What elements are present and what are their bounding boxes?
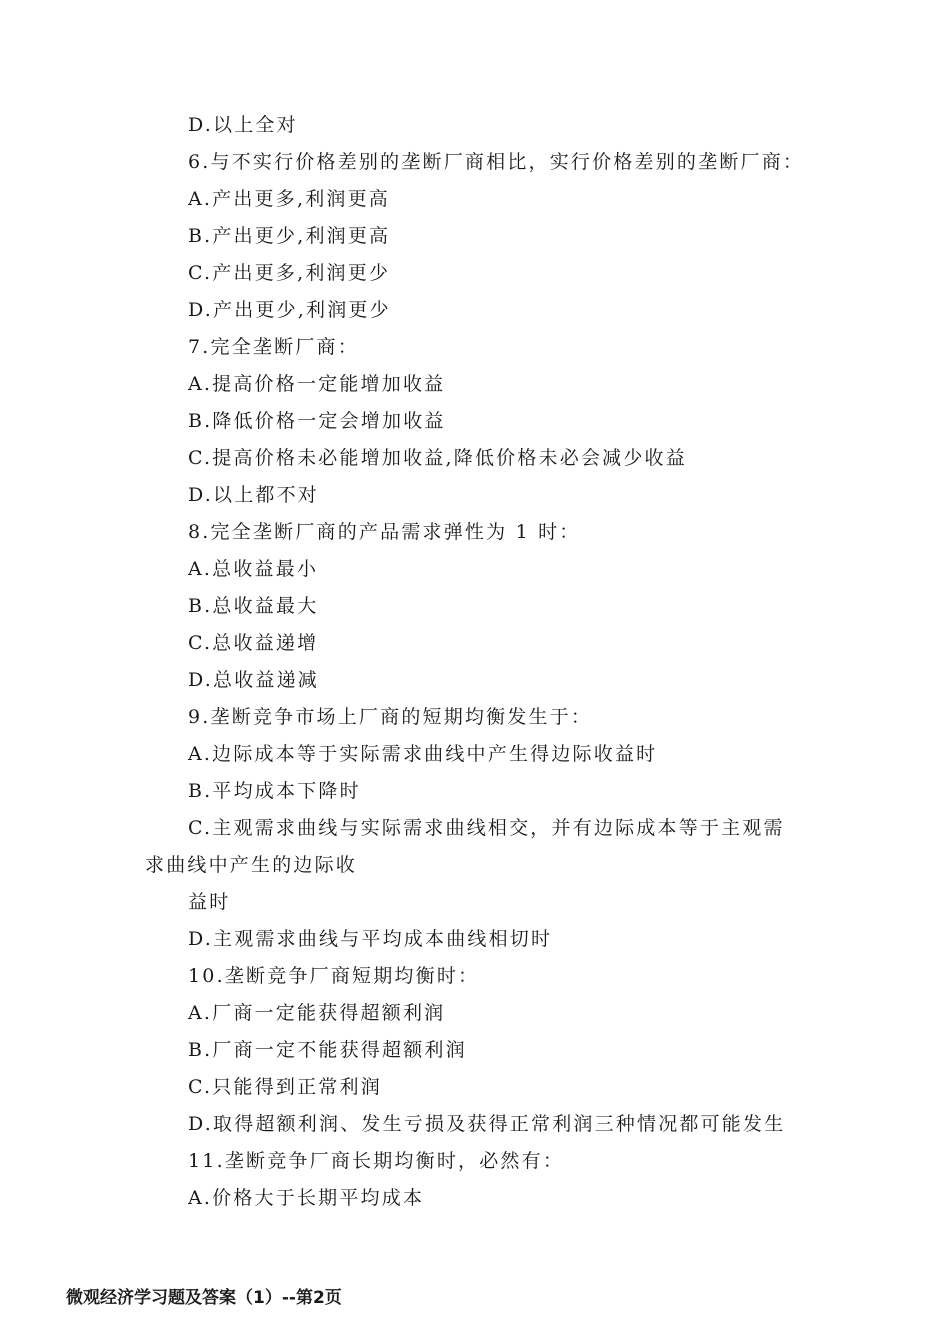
text-line: A.价格大于长期平均成本 — [188, 1187, 425, 1209]
text-line: D.产出更少,利润更少 — [188, 299, 391, 321]
text-line: D.取得超额利润、发生亏损及获得正常利润三种情况都可能发生 — [188, 1113, 786, 1135]
text-line: C.只能得到正常利润 — [188, 1076, 382, 1098]
text-line: C.提高价格未必能增加收益,降低价格未必会减少收益 — [188, 447, 687, 469]
text-line: 10.垄断竞争厂商短期均衡时： — [188, 965, 480, 987]
text-line: A.厂商一定能获得超额利润 — [188, 1002, 446, 1024]
text-line: 求曲线中产生的边际收 — [145, 854, 358, 876]
text-line: 益时 — [188, 891, 231, 913]
text-line: B.厂商一定不能获得超额利润 — [188, 1039, 467, 1061]
question-text-block — [0, 107, 950, 1217]
text-line: D.以上全对 — [188, 114, 298, 136]
text-line: C.总收益递增 — [188, 632, 319, 654]
text-line: D.总收益递减 — [188, 669, 319, 691]
text-line: C.主观需求曲线与实际需求曲线相交，并有边际成本等于主观需 — [188, 817, 785, 839]
text-line: A.总收益最小 — [188, 558, 319, 580]
text-line: B.降低价格一定会增加收益 — [188, 410, 446, 432]
text-line: C.产出更多,利润更少 — [188, 262, 391, 284]
text-line: A.提高价格一定能增加收益 — [188, 373, 446, 395]
text-line: 9.垄断竞争市场上厂商的短期均衡发生于： — [188, 706, 593, 728]
text-line: B.平均成本下降时 — [188, 780, 361, 802]
text-line: 6.与不实行价格差别的垄断厂商相比，实行价格差别的垄断厂商： — [188, 151, 805, 173]
page-footer: 微观经济学习题及答案（1）--第2页 — [66, 1288, 342, 1308]
text-line: A.产出更多,利润更高 — [188, 188, 391, 210]
text-line: 11.垄断竞争厂商长期均衡时，必然有： — [188, 1150, 565, 1172]
text-line: D.主观需求曲线与平均成本曲线相切时 — [188, 928, 553, 950]
text-line: D.以上都不对 — [188, 484, 319, 506]
text-line: 7.完全垄断厂商： — [188, 336, 359, 358]
text-line: B.产出更少,利润更高 — [188, 225, 391, 247]
text-line: 8.完全垄断厂商的产品需求弹性为 1 时： — [188, 521, 581, 543]
text-line: B.总收益最大 — [188, 595, 319, 617]
text-line: A.边际成本等于实际需求曲线中产生得边际收益时 — [188, 743, 658, 765]
